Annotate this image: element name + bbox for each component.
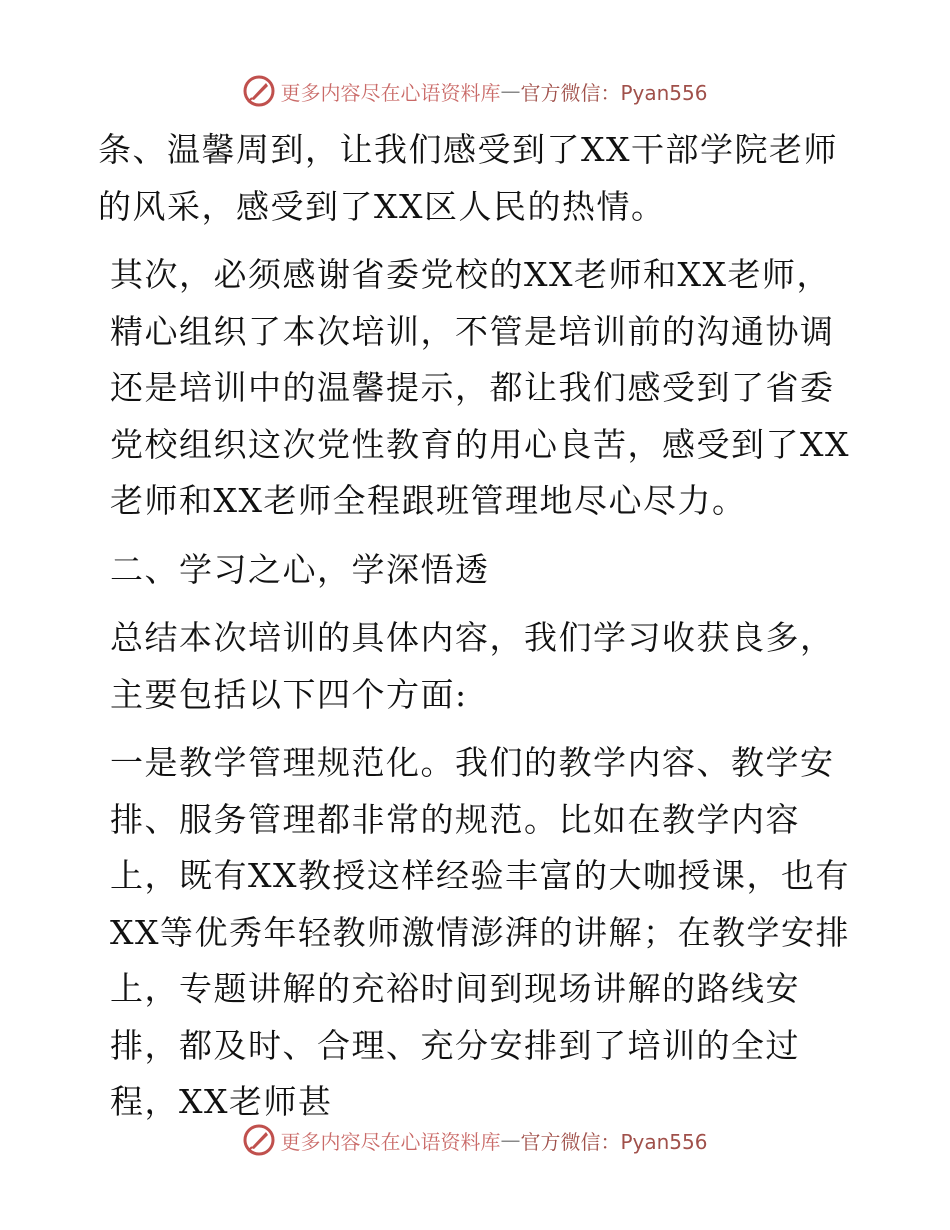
document-body xyxy=(98,122,858,1131)
watermark-separator: — xyxy=(500,1128,521,1152)
section-heading: 二、学习之心，学深悟透 xyxy=(110,549,490,589)
watermark-separator: — xyxy=(500,79,521,103)
watermark-contact: 官方微信：Pyan556 xyxy=(520,1129,708,1154)
watermark-brand: 更多内容尽在心语资料库 xyxy=(280,80,501,105)
quill-logo-icon xyxy=(242,1123,276,1157)
watermark-brand: 更多内容尽在心语资料库 xyxy=(280,1129,501,1154)
header-watermark xyxy=(0,71,950,111)
watermark-contact: 官方微信：Pyan556 xyxy=(520,80,708,105)
paragraph-point-one: 一是教学管理规范化。我们的教学内容、教学安排、服务管理都非常的规范。比如在教学内容上，既有XX教授这样经验丰富的大咖授课，也有XX等优秀年轻教师激情澎湃的讲解；在教学安排上，专题讲解的充裕时间到现场讲解的路线安排，都及时、合理、充分安排到了培训的全过程，XX老师甚 xyxy=(110,743,850,1121)
paragraph-continuation: 条、温馨周到，让我们感受到了XX干部学院老师的风采，感受到了XX区人民的热情。 xyxy=(98,130,838,226)
quill-logo-icon xyxy=(242,74,276,108)
paragraph-summary: 总结本次培训的具体内容，我们学习收获良多，主要包括以下四个方面: xyxy=(110,618,835,714)
footer-watermark xyxy=(0,1120,950,1160)
paragraph-thanks: 其次，必须感谢省委党校的XX老师和XX老师，精心组织了本次培训，不管是培训前的沟通协调还是培训中的温馨提示，都让我们感受到了省委党校组织这次党性教育的用心良苦，感受到了XX老师和XX老师全程跟班管理地尽心尽力。 xyxy=(110,255,850,520)
